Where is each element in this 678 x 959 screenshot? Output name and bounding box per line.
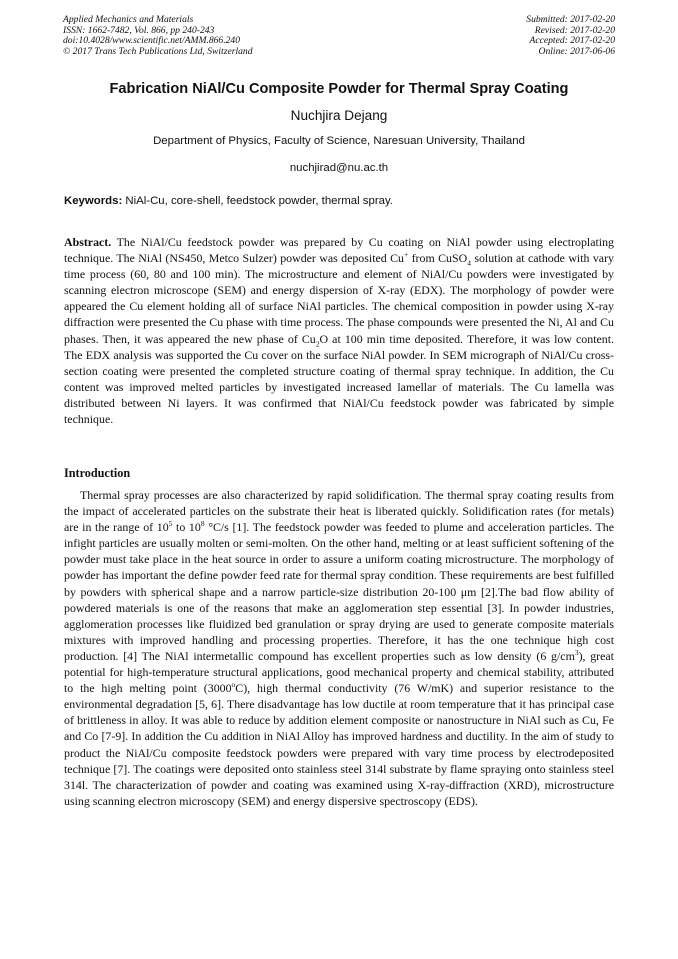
abstract-text-3: solution at cathode with vary time process (60, 80 and 100 min). The microstructure and element of NiAl/Cu powders were investigated by scanning electron microscope (SEM) and energy dispersion of X-ray (EDX). The morphology of powder were appeared the Cu element holding all of surface NiAl particles. The chemical composition in powder using X-ray diffraction were presented the Cu phase with time process. The phase compounds were presented the Ni, Al and Cu phases. Then, it was appeared the new phase of Cu xyxy=(64,251,614,346)
intro-sup-1: 5 xyxy=(168,519,173,529)
intro-text-1: Thermal spray processes are also characterized by rapid solidification. The thermal spray coating results from the impact of accelerated particles on the substrate their heat is liberated quickly. Solidification rates (for metals) are in the range of 10 xyxy=(64,488,614,535)
copyright-line: © 2017 Trans Tech Publications Ltd, Switzerland xyxy=(63,46,253,58)
journal-info xyxy=(63,15,253,58)
doi-line: doi:10.4028/www.scientific.net/AMM.866.240 xyxy=(63,35,241,47)
intro-text-5: C), high thermal conductivity (76 W/mK) and superior resistance to the environmental degradation [5, 6]. There disadvantage has low ductile at room temperature that it has principal case of brittleness in alloy. It was able to reduce by addition element composite or nanostructure in NiAl such as Cu, Fe and Co [7-9]. In addition the Cu addition in NiAl Alloy has improved hardness and ductility. In the aim of study to product the NiAl/Cu composite feedstock powders were prepared with vary time process by electrodeposited technique [7]. The coatings were deposited onto stainless steel 314l substrate by flame spraying onto stainless steel 314l. The characterization of powder and coating was examined using X-ray-diffraction (XRD), microstructure using scanning electron microscopy (SEM) and energy dispersive spectroscopy (EDS). xyxy=(64,681,614,808)
section-heading-introduction: Introduction xyxy=(64,466,131,480)
abstract-sub-2: 2 xyxy=(315,338,320,348)
abstract-sub-1: 4 xyxy=(467,258,471,268)
paper-title: Fabrication NiAl/Cu Composite Powder for Thermal Spray Coating xyxy=(109,81,569,97)
abstract xyxy=(64,234,614,427)
issn-line: ISSN: 1662-7482, Vol. 866, pp 240-243 xyxy=(63,24,215,36)
introduction-body xyxy=(64,487,614,809)
intro-text-4: ), great potential for high-temperature structural applications, good mechanical property and chemical stability, attributed to the high melting point (3000 xyxy=(64,648,614,696)
intro-text-2: to 10 xyxy=(172,520,201,535)
author-email: nuchjirad@nu.ac.th xyxy=(289,162,389,174)
author-name: Nuchjira Dejang xyxy=(290,108,388,123)
revised-date: Revised: 2017-02-20 xyxy=(534,24,615,36)
intro-text-3: °C/s [1]. The feedstock powder was feeded to plume and acceleration particles. The infight particles are usually molten or semi-molten. On the other hand, melting or at least sufficient softening of the powder must take place in the heat source in order to assure a uniform coating microstructure. The morphology of powder has important the define powder feed rate for thermal spray condition. These requirements are best fulfilled by powders with spherical shape and a narrow particle-size distribution 20-100 μm [2].The bad flow ability of powdered materials is one of the reasons that make an agglomeration step essential [3]. In powder industries, agglomeration processes like fluidized bed granulation or spray drying are used to generate composite materials mixtures with improved handling and processing properties. Therefore, it has the one technique high cost production. [4] The NiAl intermetallic compound has excellent properties such as low density (6 g/cm xyxy=(64,520,614,663)
keywords-label: Keywords: xyxy=(64,195,123,207)
keywords-text: NiAl-Cu, core-shell, feedstock powder, thermal spray. xyxy=(122,195,393,207)
abstract-label: Abstract. xyxy=(64,235,112,249)
intro-sup-4: o xyxy=(231,680,236,690)
online-date: Online: 2017-06-06 xyxy=(538,46,615,58)
abstract-sup: + xyxy=(403,250,409,260)
intro-sup-2: 8 xyxy=(200,519,205,529)
abstract-text-2: from CuSO xyxy=(408,251,468,266)
introduction-paragraph xyxy=(64,487,614,809)
abstract-text-4: O at 100 min time deposited. Therefore, it was low content. The EDX analysis was supported the Cu cover on the surface NiAl powder. In SEM micrograph of NiAl/Cu cross-section coating were presented the completed structure coating of thermal spray technique. In addition, the Cu content was improved melted particles by investigated increased lamellar of materials. The Cu lamella was distributed between Ni layers. It was confirmed that NiAl/Cu feedstock powder was fabricated by simple technique. xyxy=(64,331,614,427)
intro-sup-3: 3 xyxy=(574,647,579,657)
abstract-text-1: The NiAl/Cu feedstock powder was prepared by Cu coating on NiAl powder using electroplating technique. The NiAl (NS450, Metco Sulzer) powder was deposited Cu xyxy=(64,235,614,266)
author-affiliation: Department of Physics, Faculty of Science, Naresuan University, Thailand xyxy=(153,135,525,147)
publication-dates xyxy=(526,15,615,58)
submitted-date: Submitted: 2017-02-20 xyxy=(526,14,615,25)
journal-name: Applied Mechanics and Materials xyxy=(63,14,194,25)
keywords xyxy=(64,195,616,207)
accepted-date: Accepted: 2017-02-20 xyxy=(529,35,615,47)
